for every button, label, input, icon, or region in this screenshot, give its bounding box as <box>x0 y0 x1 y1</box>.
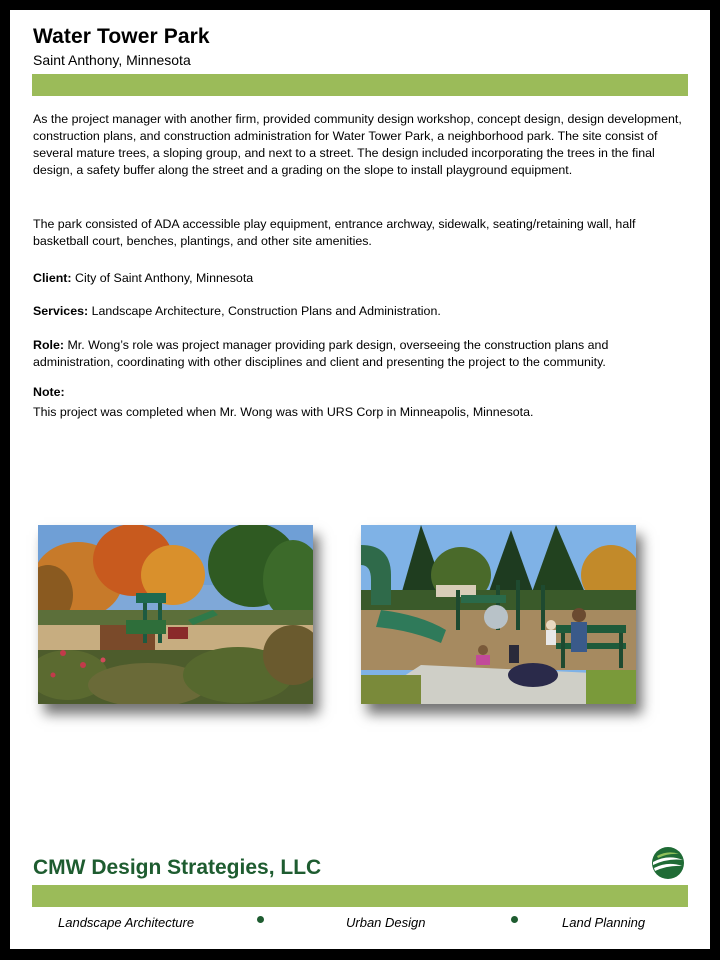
playground-photo-autumn <box>38 525 313 704</box>
footer-service-land-planning: Land Planning <box>562 915 646 930</box>
services-value: Landscape Architecture, Construction Plans and Administration. <box>91 304 441 318</box>
role-line <box>33 337 683 371</box>
client-label: Client: <box>33 271 72 285</box>
role-label: Role: <box>33 338 64 352</box>
description-paragraph-1: As the project manager with another firm, provided community design workshop, concept design, design development, construction plans, and construction administration for Water Tower Park, a neighborhood park. The site consist of several mature trees, a sloping group, and next to a street. The design included incorporating the trees in the final design, a safety buffer along the street and a grading on the slope to install playground equipment. <box>33 112 682 177</box>
document-page <box>10 10 710 949</box>
header-accent-bar <box>32 74 688 96</box>
company-name: CMW Design Strategies, LLC <box>33 856 322 879</box>
role-value: Mr. Wong’s role was project manager providing park design, overseeing the construction plans and administration, coordinating with other disciplines and client and presenting the project to the community. <box>33 338 609 369</box>
client-value: City of Saint Anthony, Minnesota <box>75 271 254 285</box>
footer-accent-bar <box>32 885 688 907</box>
bullet-dot-icon <box>511 916 518 923</box>
services-label: Services: <box>33 304 89 318</box>
footer-service-urban-design: Urban Design <box>346 915 426 930</box>
note-text: This project was completed when Mr. Wong was with URS Corp in Minneapolis, Minnesota. <box>33 405 534 419</box>
services-line <box>33 303 683 320</box>
playground-photo-bench <box>361 525 636 704</box>
page-title: Water Tower Park <box>33 25 210 48</box>
note-label: Note: <box>33 385 65 399</box>
company-logo-icon <box>651 846 685 880</box>
client-line <box>33 270 683 287</box>
page-subtitle: Saint Anthony, Minnesota <box>33 52 191 68</box>
description-paragraph-2: The park consisted of ADA accessible play equipment, entrance archway, sidewalk, seating/retaining wall, half basketball court, benches, plantings, and other site amenities. <box>33 217 636 248</box>
footer-service-landscape-architecture: Landscape Architecture <box>58 915 195 930</box>
bullet-dot-icon <box>257 916 264 923</box>
